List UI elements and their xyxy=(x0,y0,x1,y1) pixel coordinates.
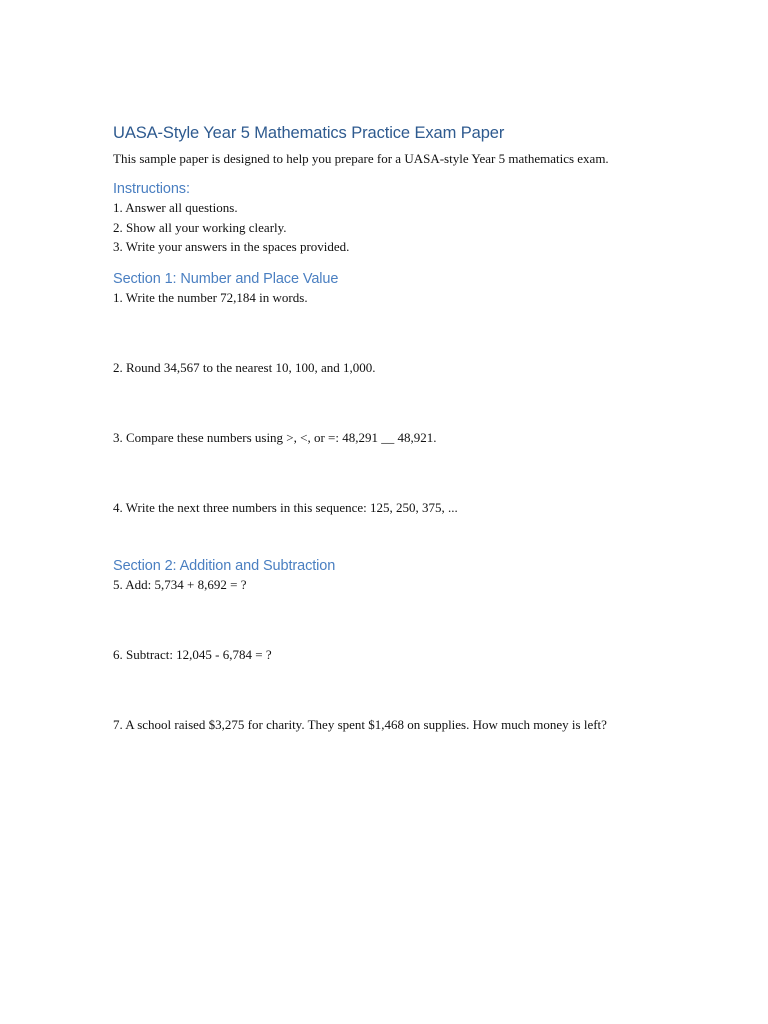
question-item: 7. A school raised $3,275 for charity. They spent $1,468 on supplies. How much money is left? xyxy=(113,716,607,732)
section-2-questions xyxy=(113,575,648,735)
instruction-item: 3. Write your answers in the spaces provided. xyxy=(113,239,350,254)
instruction-item: 2. Show all your working clearly. xyxy=(113,219,287,235)
answer-space[interactable] xyxy=(113,378,648,428)
question-item: 4. Write the next three numbers in this sequence: 125, 250, 375, ... xyxy=(113,499,458,515)
instructions-heading: Instructions: xyxy=(113,181,190,197)
answer-space[interactable] xyxy=(113,308,648,358)
question-item: 6. Subtract: 12,045 - 6,784 = ? xyxy=(113,646,272,662)
section-2-heading: Section 2: Addition and Subtraction xyxy=(113,557,336,574)
instructions-list xyxy=(113,198,648,257)
section-1-questions xyxy=(113,288,648,518)
instruction-item: 1. Answer all questions. xyxy=(113,200,238,215)
answer-space[interactable] xyxy=(113,595,648,645)
answer-space[interactable] xyxy=(113,665,648,715)
document-title: UASA-Style Year 5 Mathematics Practice Exam Paper xyxy=(113,124,505,142)
question-item: 3. Compare these numbers using >, <, or =: 48,291 __ 48,921. xyxy=(113,429,437,445)
answer-space[interactable] xyxy=(113,448,648,498)
intro-paragraph: This sample paper is designed to help you prepare for a UASA-style Year 5 mathematics exam. xyxy=(113,151,609,166)
question-item: 1. Write the number 72,184 in words. xyxy=(113,289,308,305)
question-item: 5. Add: 5,734 + 8,692 = ? xyxy=(113,576,247,592)
question-item: 2. Round 34,567 to the nearest 10, 100, and 1,000. xyxy=(113,359,376,375)
section-1-heading: Section 1: Number and Place Value xyxy=(113,270,339,287)
